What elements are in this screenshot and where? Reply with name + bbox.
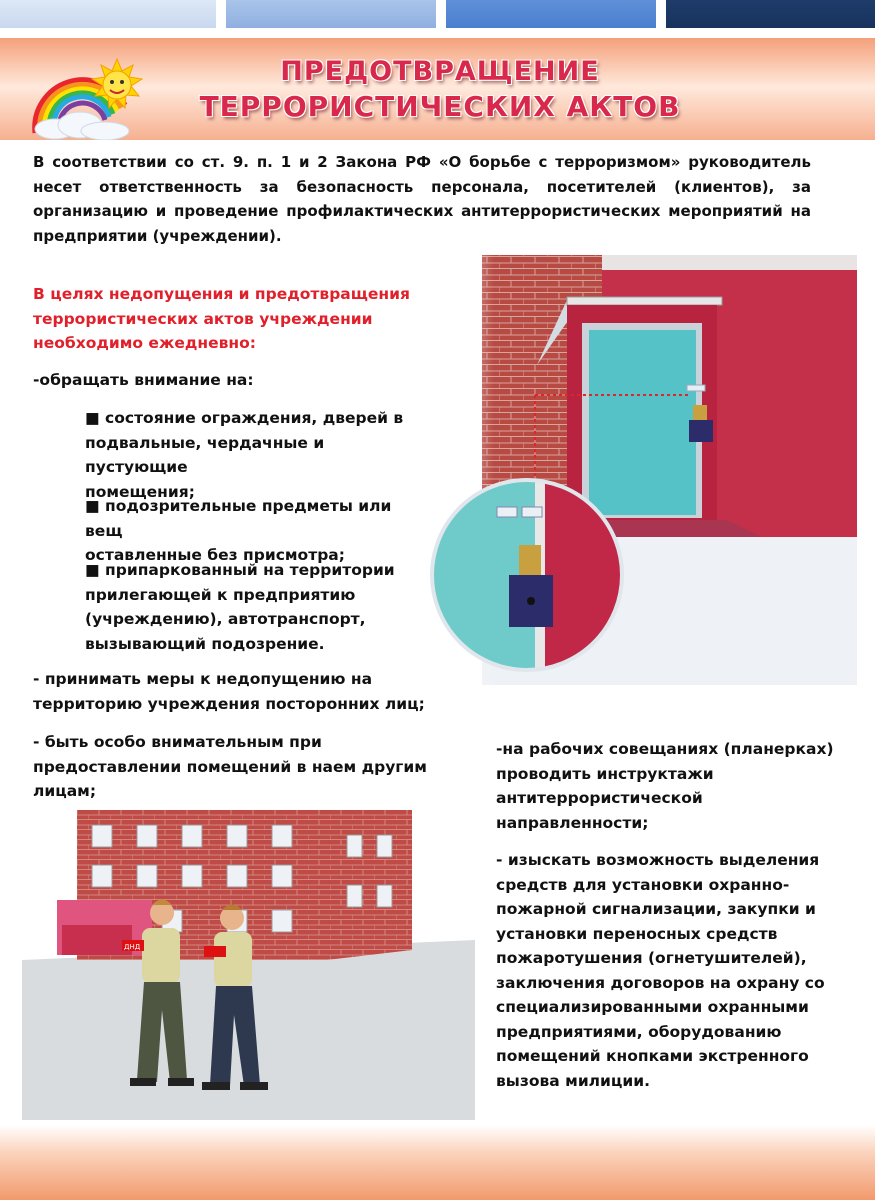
bullet-item-vehicles [85, 558, 425, 656]
top-bar-1 [0, 0, 216, 28]
measures-line: - принимать меры к недопущению на [33, 670, 373, 688]
top-bar-3 [446, 0, 656, 28]
bullet-line: прилегающей к предприятию [85, 585, 356, 604]
bullet-item-objects [85, 494, 425, 568]
funds-line: специализированными охранными [496, 998, 809, 1016]
bullet-line: подвальные, чердачные и пустующие [85, 433, 325, 476]
attention-line: -обращать внимание на: [33, 371, 254, 389]
red-heading-line: необходимо ежедневно: [33, 334, 256, 352]
funds-paragraph [496, 848, 856, 1093]
red-heading [33, 282, 413, 356]
bullet-line: оставленные без присмотра; [85, 546, 345, 564]
bullet-line: ■ состояние ограждения, дверей в [85, 406, 425, 431]
bullet-item-fences [85, 406, 425, 504]
funds-line: - изыскать возможность выделения [496, 851, 820, 869]
attentive-line: предоставлении помещений в наем другим [33, 757, 427, 776]
funds-line: установки переносных средств [496, 924, 778, 943]
intro-paragraph: В соответствии со ст. 9. п. 1 и 2 Закона РФ «О борьбе с терроризмом» руководитель несет ответственность за безопасность персонала, посетителей (клиентов), за организацию и проведение профилактических антитеррористических мероприятий на предприятии (учреждении). [33, 153, 811, 245]
funds-line: вызова милиции. [496, 1071, 650, 1090]
meetings-line: -на рабочих совещаниях (планерках) [496, 740, 834, 758]
meetings-line: антитеррористической [496, 789, 703, 807]
bullet-line: помещения; [85, 482, 195, 501]
funds-line: пожарной сигнализации, закупки и [496, 900, 816, 918]
measures-paragraph [33, 667, 433, 716]
meetings-paragraph [496, 737, 856, 835]
bullet-line: вызывающий подозрение. [85, 634, 325, 653]
funds-line: средств для установки охранно- [496, 875, 790, 894]
armband-text: ДНД [124, 943, 141, 951]
attentive-line: - быть особо внимательным при [33, 733, 322, 751]
bullet-line: ■ подозрительные предметы или вещ [85, 494, 425, 543]
funds-line: пожаротушения (огнетушителей), [496, 949, 807, 967]
attentive-paragraph [33, 730, 433, 804]
meetings-line: проводить инструктажи [496, 764, 714, 783]
page-title-line-2: ТЕРРОРИСТИЧЕСКИХ АКТОВ [199, 90, 681, 123]
top-bar-4 [666, 0, 875, 28]
footer-band [0, 1125, 875, 1200]
measures-line: территорию учреждения посторонних лиц; [33, 694, 425, 713]
red-heading-line: В целях недопущения и предотвращения [33, 285, 410, 303]
door-padlock-illustration [427, 245, 875, 685]
funds-line: предприятиями, оборудованию [496, 1022, 782, 1041]
funds-line: заключения договоров на охрану со [496, 973, 825, 992]
top-color-bars [0, 0, 875, 30]
bullet-line: ■ припаркованный на территории [85, 558, 425, 583]
bullet-line: (учреждению), автотранспорт, [85, 610, 366, 628]
meetings-line: направленности; [496, 813, 649, 832]
attentive-line: лицам; [33, 782, 97, 800]
page-title-line-1: ПРЕДОТВРАЩЕНИЕ [280, 56, 600, 87]
top-bar-2 [226, 0, 436, 28]
patrol-illustration [22, 810, 475, 1120]
red-heading-line: террористических актов учреждении [33, 309, 373, 328]
funds-line: помещений кнопками экстренного [496, 1047, 809, 1065]
